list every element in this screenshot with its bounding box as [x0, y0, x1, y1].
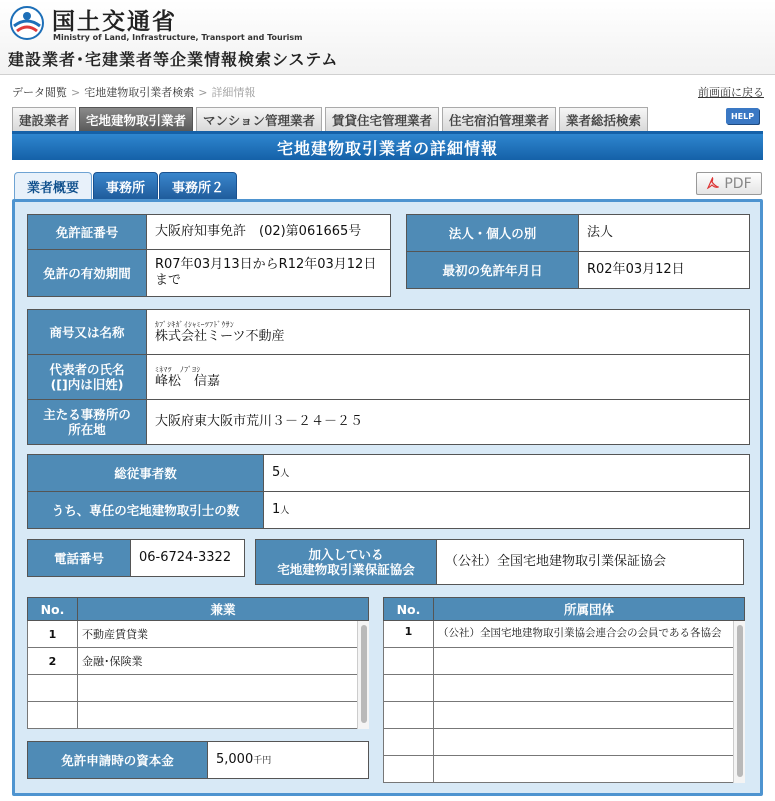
- side-business-name: 金融･保険業: [78, 648, 369, 675]
- system-title: 建設業者･宅建業者等企業情報検索システム: [8, 50, 339, 69]
- table-row: [384, 675, 745, 702]
- affiliation-no: 1: [384, 621, 434, 648]
- breadcrumb-data-browse[interactable]: データ閲覧: [12, 86, 67, 99]
- tab-rental-management[interactable]: 賃貸住宅管理業者: [325, 107, 439, 131]
- breadcrumb: [12, 84, 255, 100]
- first-license-label: 最初の免許年月日: [407, 252, 579, 289]
- license-number-value: 大阪府知事免許 (02)第061665号: [147, 215, 391, 250]
- side-business-name: 不動産賃貸業: [78, 621, 369, 648]
- table-row: [384, 729, 745, 756]
- phone-label: 電話番号: [28, 540, 131, 577]
- company-name-label: 商号又は名称: [28, 310, 147, 355]
- tab-lodging-management[interactable]: 住宅宿泊管理業者: [442, 107, 556, 131]
- phone-table: [27, 539, 245, 577]
- capital-value: 5,000: [216, 752, 254, 768]
- table-row: [28, 675, 369, 702]
- capital-table: [27, 741, 369, 779]
- affiliations-table: [383, 597, 745, 783]
- license-number-label: 免許証番号: [28, 215, 147, 250]
- pdf-icon: [706, 177, 719, 190]
- license-table: [27, 214, 391, 297]
- breadcrumb-separator: >: [71, 86, 81, 99]
- table-row: [28, 648, 369, 675]
- table-row: [384, 702, 745, 729]
- representative-label-line1: 代表者の氏名: [49, 362, 125, 377]
- tab-construction[interactable]: 建設業者: [12, 107, 76, 131]
- table-row: [28, 702, 369, 729]
- affiliation-no: [384, 729, 434, 756]
- total-employees-unit: 人: [280, 469, 290, 480]
- affiliations-no-header: No.: [384, 598, 434, 621]
- affiliation-name: （公社）全国宅地建物取引業協会連合会の会員である各協会: [434, 621, 745, 648]
- side-business-name: [78, 702, 369, 729]
- affiliation-name: [434, 756, 745, 783]
- affiliation-no: [384, 702, 434, 729]
- licensed-agents-label: うち、専任の宅地建物取引士の数: [28, 492, 264, 529]
- representative-label: [28, 355, 147, 400]
- table-row: [384, 756, 745, 783]
- total-employees-label: 総従事者数: [28, 455, 264, 492]
- tab-general-search[interactable]: 業者総括検索: [559, 107, 648, 131]
- representative-cell: [147, 355, 750, 400]
- affiliation-name: [434, 648, 745, 675]
- employees-table: [27, 454, 750, 529]
- tab-office-2[interactable]: 事務所２: [159, 172, 237, 200]
- breadcrumb-current: 詳細情報: [211, 86, 256, 99]
- affiliation-no: [384, 756, 434, 783]
- company-name-cell: [147, 310, 750, 355]
- first-license-value: R02年03月12日: [579, 252, 750, 289]
- affiliation-name: [434, 675, 745, 702]
- tab-condo-management[interactable]: マンション管理業者: [196, 107, 322, 131]
- side-business-table: [27, 597, 369, 729]
- side-business-no-header: No.: [28, 598, 78, 621]
- guarantee-label-line1: 加入している: [308, 547, 384, 562]
- table-row: [384, 648, 745, 675]
- representative-label-line2: ([]内は旧姓): [50, 377, 124, 392]
- table-row: [28, 621, 369, 648]
- ministry-name: 国土交通省: [52, 9, 177, 35]
- help-button[interactable]: HELP: [726, 108, 759, 124]
- representative-value: 峰松 信嘉: [155, 373, 221, 389]
- site-header: [0, 0, 775, 75]
- affiliation-no: [384, 675, 434, 702]
- affiliation-name: [434, 729, 745, 756]
- tab-office[interactable]: 事務所: [93, 172, 158, 200]
- side-business-no: [28, 702, 78, 729]
- capital-label: 免許申請時の資本金: [28, 742, 208, 779]
- detail-panel: [12, 199, 763, 796]
- ministry-english-name: Ministry of Land, Infrastructure, Transport and Tourism: [53, 33, 303, 42]
- capital-unit: 千円: [253, 756, 272, 767]
- guarantee-value: （公社）全国宅地建物取引業保証協会: [437, 540, 744, 585]
- main-office-label-line1: 主たる事務所の: [43, 407, 131, 422]
- affiliation-no: [384, 648, 434, 675]
- table-row: [384, 621, 745, 648]
- affiliations-name-header: 所属団体: [434, 598, 745, 621]
- capital-cell: [208, 742, 369, 779]
- licensed-agents-value: 1: [272, 502, 281, 518]
- pdf-label: PDF: [724, 175, 752, 192]
- license-validity-label: 免許の有効期間: [28, 250, 147, 297]
- main-office-label-line2: 所在地: [68, 422, 106, 437]
- breadcrumb-realestate-search[interactable]: 宅地建物取引業者検索: [84, 86, 195, 99]
- side-business-no: 1: [28, 621, 78, 648]
- company-name-kana: ｶﾌﾞｼｷｶﾞｲｼｬﾐｰﾂﾌﾄﾞｳｻﾝ: [155, 319, 235, 329]
- side-business-no: 2: [28, 648, 78, 675]
- representative-kana: ﾐﾈﾏﾂ ﾉﾌﾞﾖｼ: [155, 364, 201, 374]
- tab-realestate[interactable]: 宅地建物取引業者: [79, 107, 193, 131]
- licensed-agents-unit: 人: [280, 506, 290, 517]
- sub-tabs: [14, 172, 238, 200]
- page-title: 宅地建物取引業者の詳細情報: [12, 131, 763, 160]
- total-employees-value: 5: [272, 465, 281, 481]
- side-business-scroll-thumb[interactable]: [361, 625, 367, 723]
- top-tabs: [12, 107, 648, 131]
- licensed-agents-cell: [264, 492, 750, 529]
- side-business-scrollbar[interactable]: [357, 621, 369, 729]
- guarantee-label-line2: 宅地建物取引業保証協会: [277, 562, 415, 577]
- pdf-button[interactable]: [696, 172, 762, 195]
- tab-business-overview[interactable]: 業者概要: [14, 172, 92, 200]
- total-employees-cell: [264, 455, 750, 492]
- main-office-label: [28, 400, 147, 445]
- affiliation-name: [434, 702, 745, 729]
- phone-value: 06-6724-3322: [131, 540, 245, 577]
- side-business-no: [28, 675, 78, 702]
- entity-type-label: 法人・個人の別: [407, 215, 579, 252]
- side-business-name-header: 兼業: [78, 598, 369, 621]
- ministry-logo-icon: [10, 6, 44, 40]
- affiliations-scroll-thumb[interactable]: [737, 625, 743, 777]
- main-office-value: 大阪府東大阪市荒川３－２４－２５: [147, 400, 750, 445]
- guarantee-label: [256, 540, 437, 585]
- back-link[interactable]: 前画面に戻る: [698, 86, 764, 99]
- breadcrumb-separator: >: [198, 86, 208, 99]
- entity-table: [406, 214, 750, 289]
- side-business-name: [78, 675, 369, 702]
- entity-type-value: 法人: [579, 215, 750, 252]
- license-validity-value: R07年03月13日からR12年03月12日まで: [147, 250, 391, 297]
- company-table: [27, 309, 750, 445]
- company-name-value: 株式会社ミーツ不動産: [155, 328, 285, 344]
- affiliations-scrollbar[interactable]: [733, 621, 745, 783]
- guarantee-table: [255, 539, 744, 585]
